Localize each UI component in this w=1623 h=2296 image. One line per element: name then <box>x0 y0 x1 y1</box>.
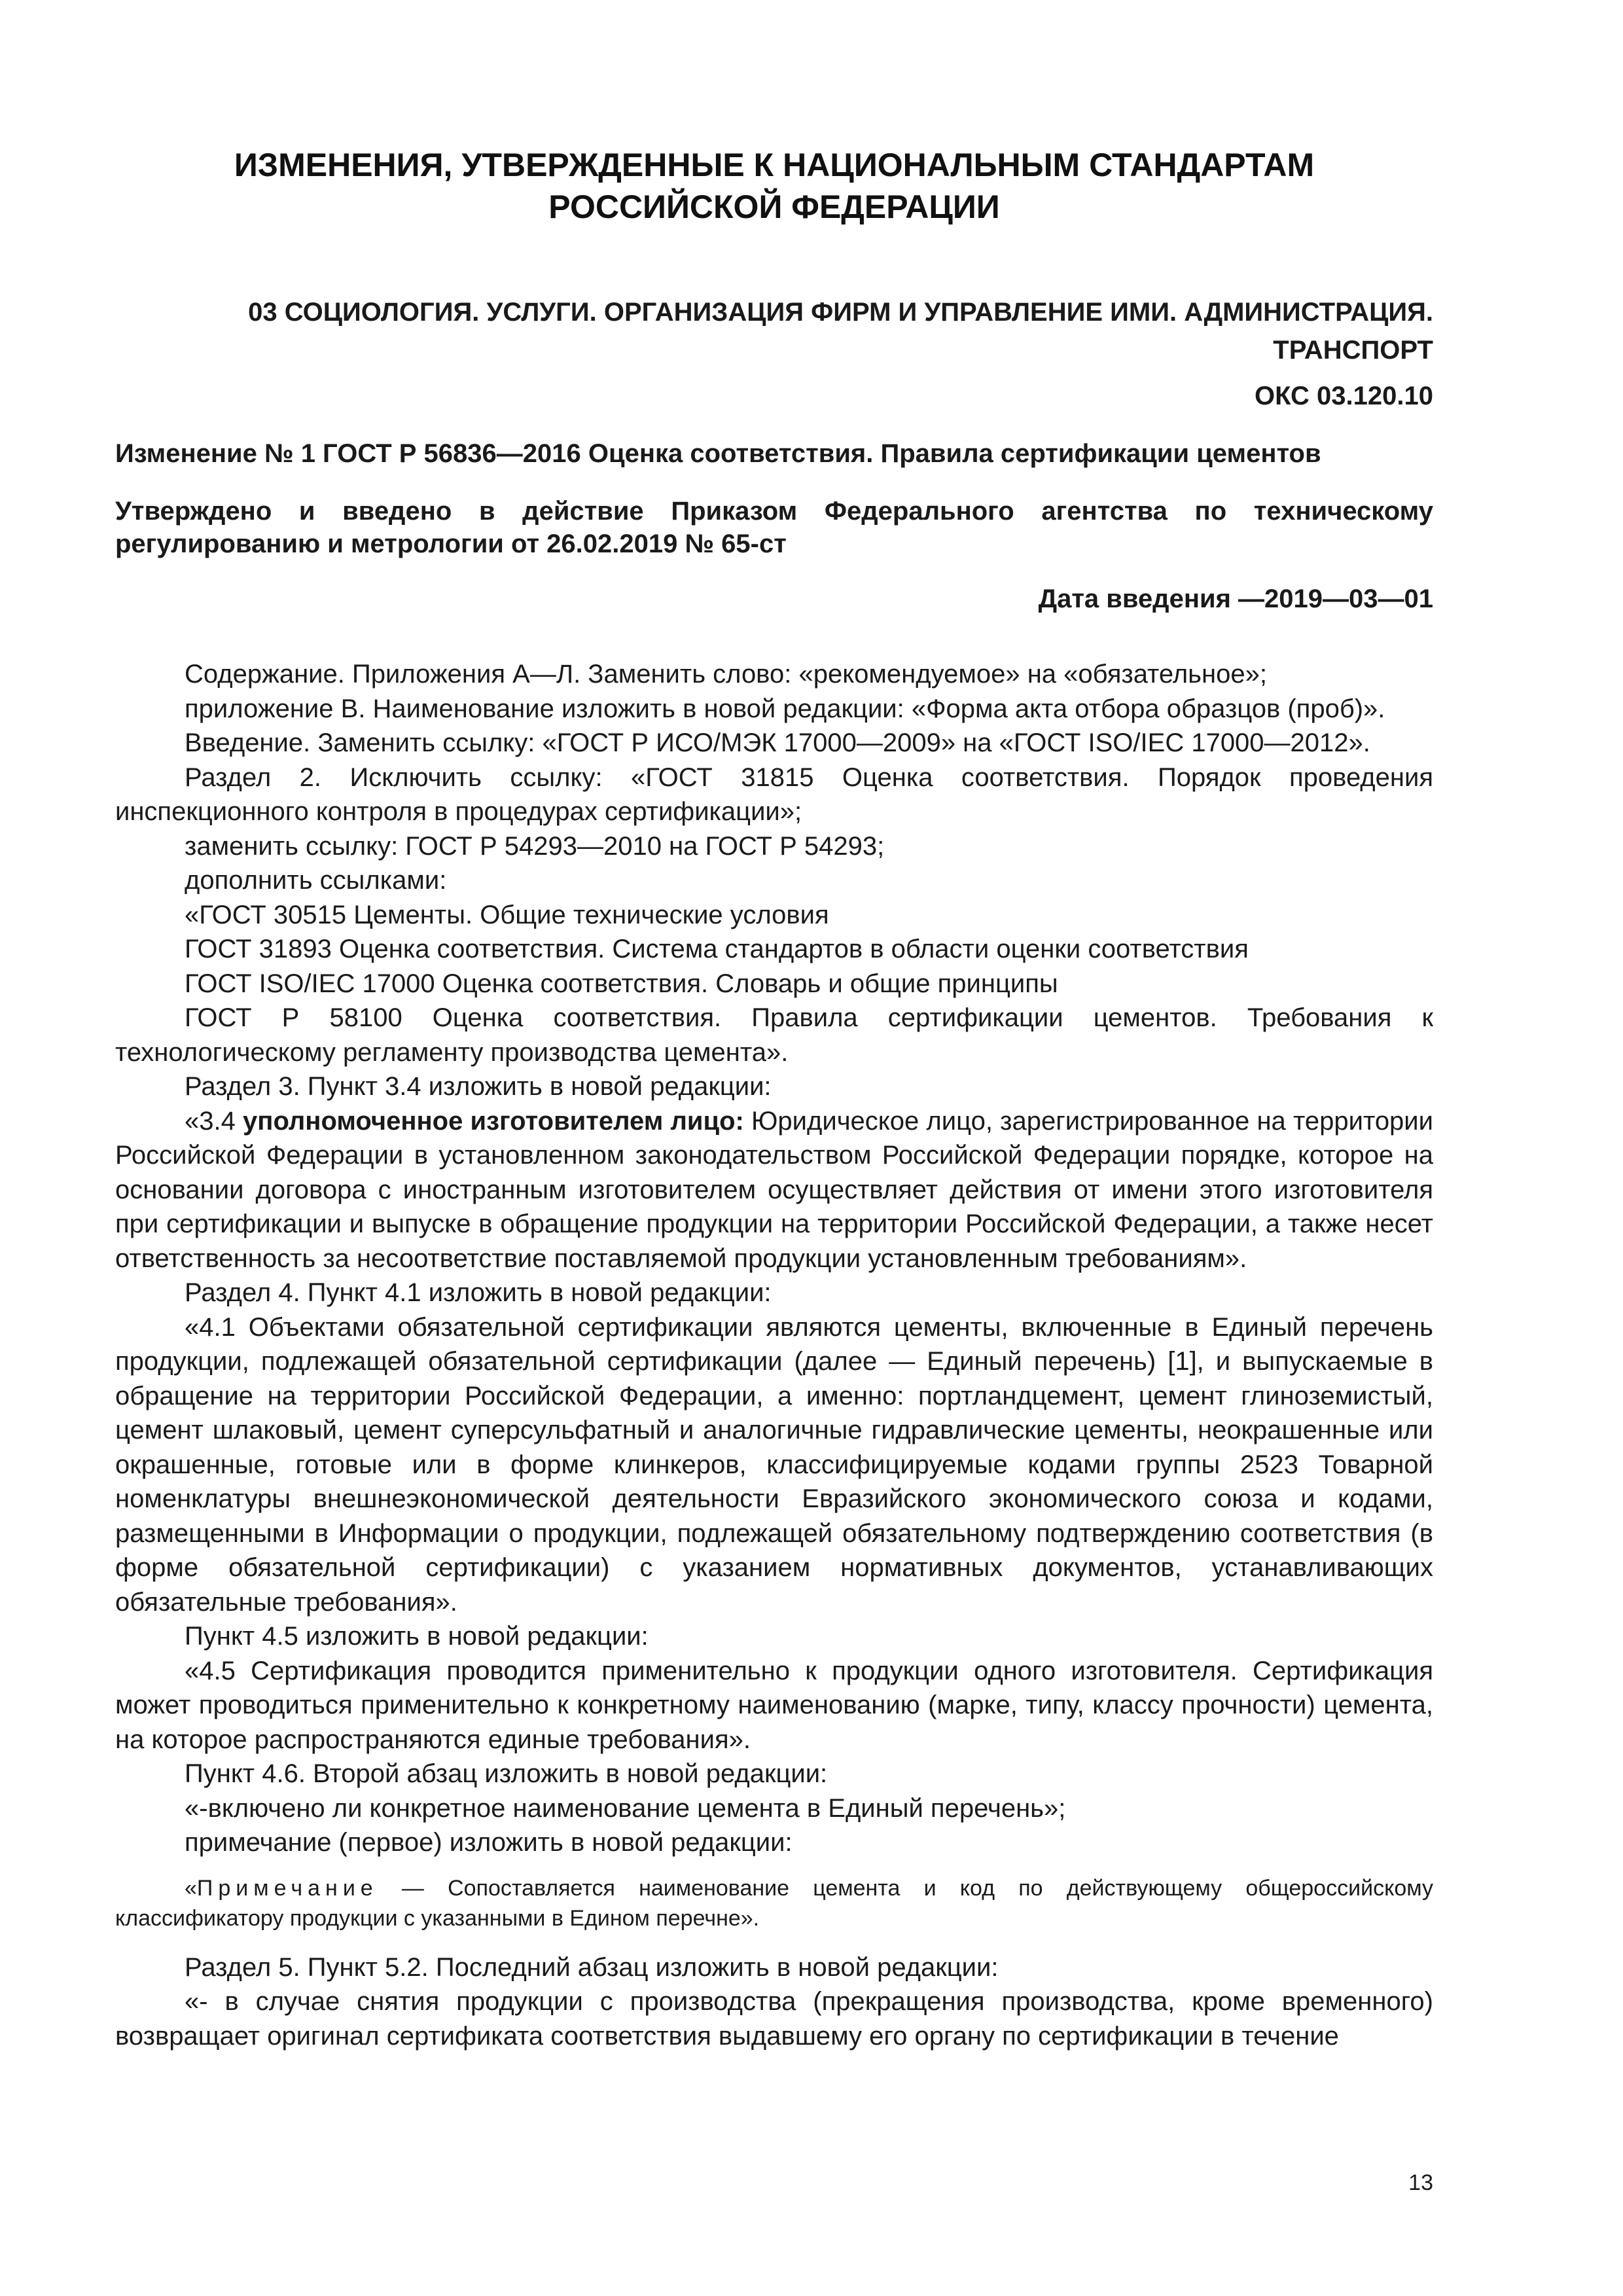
paragraph: приложение В. Наименование изложить в новой редакции: «Форма акта отбора образцов (проб)». <box>185 694 1385 723</box>
definition-text: Юридическое лицо, зарегистрированное на территории Российской Федерации в установленном законодательством Российской Федерации порядке, которое на основании договора с иностранным изготовителем осуществляет действия от имени этого изготовителя при сертификации и выпуске в обращение продукции на территории Российской Федерации, а также несет ответственность за несоответствие поставляемой продукции установленным требованиям». <box>115 1106 1433 1273</box>
section-heading-line-2: ТРАНСПОРТ <box>1273 336 1433 365</box>
paragraph: Пункт 4.6. Второй абзац изложить в новой редакции: <box>185 1759 828 1788</box>
paragraph: Введение. Заменить ссылку: «ГОСТ Р ИСО/МЭК 17000—2009» на «ГОСТ ISO/IEC 17000—2012». <box>185 728 1370 757</box>
paragraph-definition <box>115 1104 1433 1276</box>
note-label: Примечание <box>196 1875 378 1901</box>
definition-prefix: «3.4 <box>185 1106 243 1136</box>
paragraph: «4.5 Сертификация проводится применительно к продукции одного изготовителя. Сертификация может проводиться применительно к конкретному наименованию (марке, типу, классу прочности) цемента, на которое распространяются единые требования». <box>115 1656 1433 1754</box>
paragraph: Содержание. Приложения А—Л. Заменить слово: «рекомендуемое» на «обязательное»; <box>185 660 1267 689</box>
paragraph: дополнить ссылками: <box>185 866 447 895</box>
paragraph: «- в случае снятия продукции с производства (прекращения производства, кроме временного) возвращает оригинал сертификата соответствия выдавшему его органу по сертификации в течение <box>115 1987 1433 2051</box>
paragraph: заменить ссылку: ГОСТ Р 54293—2010 на ГОСТ Р 54293; <box>185 831 885 861</box>
paragraph: ГОСТ 31893 Оценка соответствия. Система стандартов в области оценки соответствия <box>185 935 1249 963</box>
definition-term: уполномоченное изготовителем лицо: <box>243 1106 744 1136</box>
main-title-line-2: РОССИЙСКОЙ ФЕДЕРАЦИИ <box>548 188 1000 225</box>
paragraph: примечание (первое) изложить в новой редакции: <box>185 1828 793 1857</box>
paragraph: «-включено ли конкретное наименование цемента в Единый перечень»; <box>185 1793 1066 1823</box>
paragraph: ГОСТ Р 58100 Оценка соответствия. Правила сертификации цементов. Требования к технологическому регламенту производства цемента». <box>115 1003 1433 1067</box>
paragraph: Раздел 2. Исключить ссылку: «ГОСТ 31815 Оценка соответствия. Порядок проведения инспекционного контроля в процедурах сертификации»; <box>115 762 1433 826</box>
paragraph: Пункт 4.5 изложить в новой редакции: <box>185 1622 649 1651</box>
note <box>115 1873 1433 1933</box>
page-content <box>115 144 1433 2053</box>
main-title <box>115 144 1433 228</box>
main-title-line-1: ИЗМЕНЕНИЯ, УТВЕРЖДЕННЫЕ К НАЦИОНАЛЬНЫМ СТАНДАРТАМ <box>234 147 1315 183</box>
paragraph: Раздел 3. Пункт 3.4 изложить в новой редакции: <box>185 1072 772 1101</box>
note-text: — Сопоставляется наименование цемента и код по действующему общероссийскому классификатору продукции с указанными в Едином перечне». <box>115 1875 1433 1931</box>
note-open-quote: « <box>185 1875 197 1901</box>
paragraph: Раздел 4. Пункт 4.1 изложить в новой редакции: <box>185 1278 772 1307</box>
change-title: Изменение № 1 ГОСТ Р 56836—2016 Оценка соответствия. Правила сертификации цементов <box>115 439 1321 468</box>
body-text <box>115 657 1433 2053</box>
section-heading-line-1: 03 СОЦИОЛОГИЯ. УСЛУГИ. ОРГАНИЗАЦИЯ ФИРМ И УПРАВЛЕНИЕ ИМИ. АДМИНИСТРАЦИЯ. <box>248 298 1433 327</box>
introduction-date: Дата введения —2019—03—01 <box>1038 584 1433 613</box>
paragraph: «4.1 Объектами обязательной сертификации являются цементы, включенные в Единый перечень продукции, подлежащей обязательной сертификации (далее — Единый перечень) [1], и выпускаемые в обращение на территории Российской Федерации, а именно: портландцемент, цемент глиноземистый, цемент шлаковый, цемент суперсульфатный и аналогичные гидравлические цементы, неокрашенные или окрашенные, готовые или в форме клинкеров, классифицируемые кодами группы 2523 Товарной номенклатуры внешнеэкономической деятельности Евразийского экономического союза и кодами, размещенными в Информации о продукции, подлежащей обязательному подтверждению соответствия (в форме обязательной сертификации) с указанием нормативных документов, устанавливающих обязательные требования». <box>115 1312 1433 1617</box>
page-number: 13 <box>1408 2170 1433 2195</box>
paragraph: Раздел 5. Пункт 5.2. Последний абзац изложить в новой редакции: <box>185 1952 999 1982</box>
oks-code: ОКС 03.120.10 <box>1255 382 1433 410</box>
approval-statement: Утверждено и введено в действие Приказом Федерального агентства по техническому регулированию и метрологии от 26.02.2019 № 65-ст <box>115 497 1433 558</box>
paragraph: «ГОСТ 30515 Цементы. Общие технические условия <box>185 900 829 929</box>
paragraph: ГОСТ ISO/IEC 17000 Оценка соответствия. Словарь и общие принципы <box>185 969 1058 998</box>
section-heading <box>115 293 1433 369</box>
